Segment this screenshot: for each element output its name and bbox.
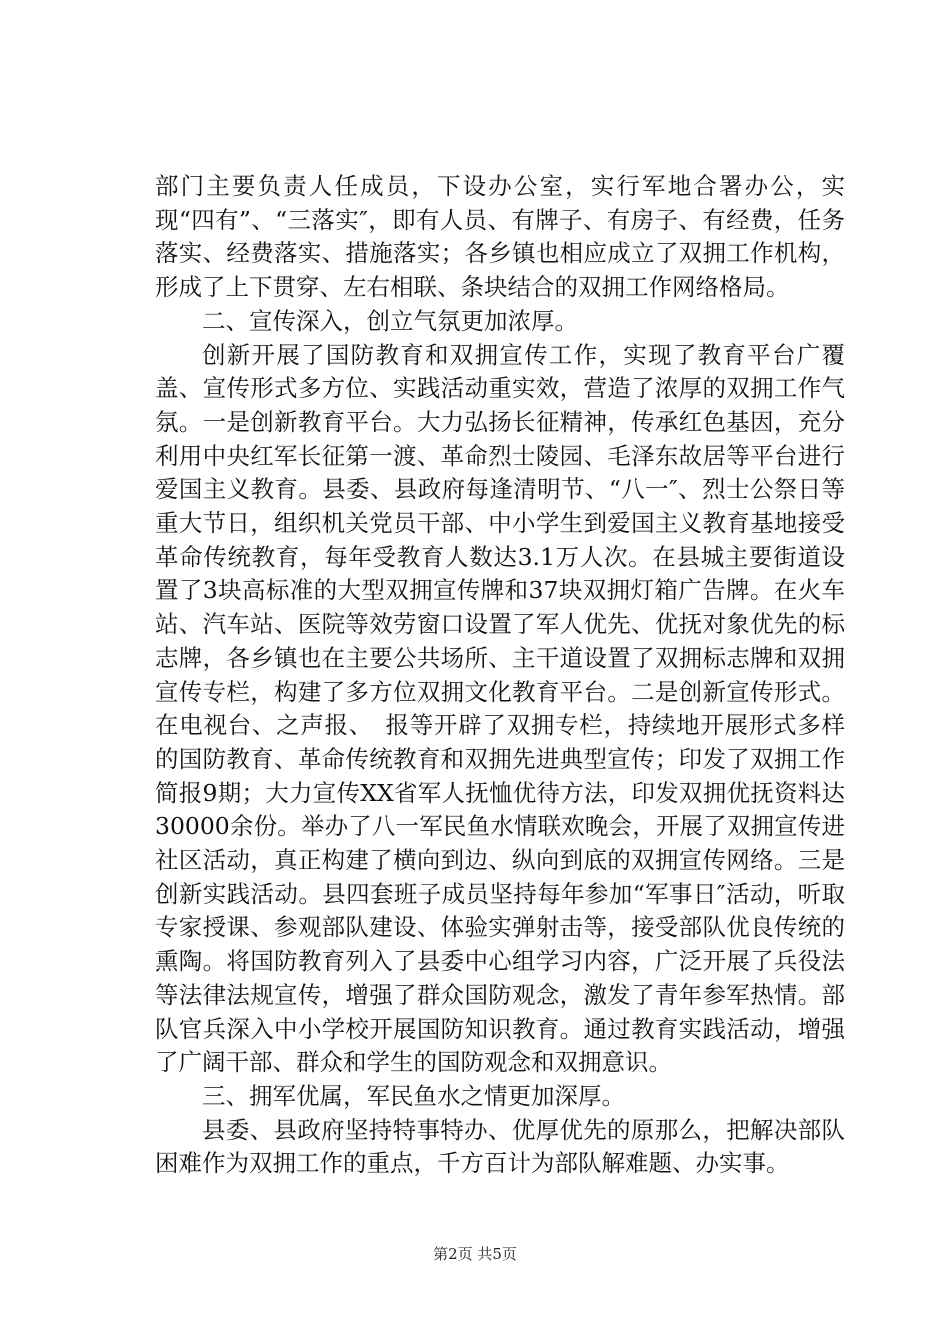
paragraph-support-army: 县委、县政府坚持特事特办、优厚优先的原那么，把解决部队困难作为双拥工作的重点，千方百计为部队解难题、办实事。: [155, 1115, 845, 1178]
section-heading-3: 三、拥军优属，军民鱼水之情更加深厚。: [202, 1081, 625, 1110]
page-number-label: 第2页 共5页: [433, 1245, 517, 1263]
document-body: [155, 170, 845, 1181]
paragraph-continuation: 部门主要负责人任成员，下设办公室，实行军地合署办公，实现“四有”、“三落实″，即有人员、有牌子、有房子、有经费，任务落实、经费落实、措施落实；各乡镇也相应成立了双拥工作机构，形成了上下贯穿、左右相联、条块结合的双拥工作网络格局。: [155, 172, 845, 302]
paragraph-publicity: 创新开展了国防教育和双拥宣传工作，实现了教育平台广覆盖、宣传形式多方位、实践活动重实效，营造了浓厚的双拥工作气氛。一是创新教育平台。大力弘扬长征精神，传承红色基因，充分利用中央红军长征第一渡、革命烈士陵园、毛泽东故居等平台进行爱国主义教育。县委、县政府每逢清明节、“八一″、烈士公祭日等重大节日，组织机关党员干部、中小学生到爱国主义教育基地接受革命传统教育，每年受教育人数达3.1万人次。在县城主要街道设置了3块高标准的大型双拥宣传牌和37块双拥灯箱广告牌。在火车站、汽车站、医院等效劳窗口设置了军人优先、优抚对象优先的标志牌，各乡镇也在主要公共场所、主干道设置了双拥标志牌和双拥宣传专栏，构建了多方位双拥文化教育平台。二是创新宣传形式。在电视台、之声报、 报等开辟了双拥专栏，持续地开展形式多样的国防教育、革命传统教育和双拥先进典型宣传；印发了双拥工作简报9期；大力宣传XX省军人抚恤优待方法，印发双拥优抚资料达30000余份。举办了八一军民鱼水情联欢晚会，开展了双拥宣传进社区活动，真正构建了横向到边、纵向到底的双拥宣传网络。三是创新实践活动。县四套班子成员坚持每年参加“军事日″活动，听取专家授课、参观部队建设、体验实弹射击等，接受部队优良传统的熏陶。将国防教育列入了县委中心组学习内容，广泛开展了兵役法等法律法规宣传，增强了群众国防观念，激发了青年参军热情。部队官兵深入中小学校开展国防知识教育。通过教育实践活动，增强了广阔干部、群众和学生的国防观念和双拥意识。: [155, 340, 845, 1077]
page-footer: [0, 1244, 950, 1264]
section-heading-2: 二、宣传深入，创立气氛更加浓厚。: [202, 306, 578, 335]
